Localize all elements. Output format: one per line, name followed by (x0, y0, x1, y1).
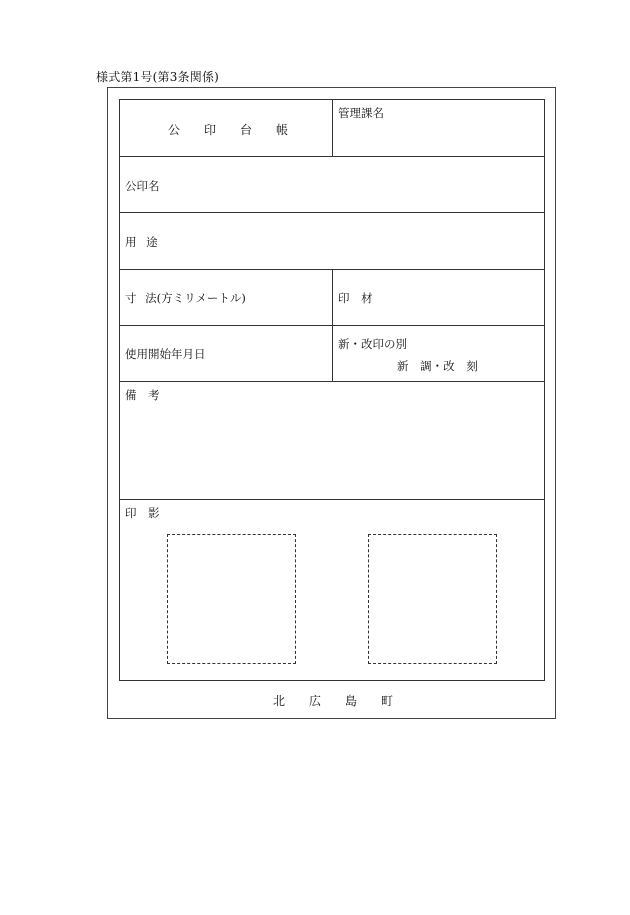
remarks-label: 備 考 (125, 388, 160, 402)
impression-label: 印 影 (125, 506, 160, 520)
title-char: 公 (168, 123, 181, 137)
title-char: 帳 (276, 123, 289, 137)
row-divider (120, 499, 544, 500)
row-divider (120, 156, 544, 157)
town-name-char: 島 (345, 694, 358, 708)
seal-name-label: 公印名 (125, 179, 160, 193)
seal-impression-box (368, 534, 497, 664)
material-label: 印 材 (338, 291, 373, 305)
row-divider (120, 212, 544, 213)
seal-impression-box (167, 534, 296, 664)
form-number: 様式第1号(第3条関係) (96, 70, 220, 84)
purpose-label: 用 途 (125, 235, 158, 249)
town-name-char: 町 (381, 694, 394, 708)
town-name-char: 広 (309, 694, 322, 708)
size-label: 寸 法(方ミリメートル) (125, 291, 246, 305)
row-divider (120, 381, 544, 382)
new-or-revised-value: 新 調・改 刻 (397, 359, 478, 373)
register-title (168, 121, 312, 138)
title-char: 台 (240, 123, 253, 137)
title-char: 印 (204, 123, 217, 137)
managing-section-label: 管理課名 (338, 106, 384, 120)
column-divider (332, 100, 333, 156)
start-date-label: 使用開始年月日 (125, 347, 206, 361)
column-divider (332, 269, 333, 381)
new-or-revised-label: 新・改印の別 (338, 337, 407, 351)
seal-register-table (119, 99, 545, 681)
town-name-char: 北 (273, 694, 286, 708)
town-name (273, 692, 417, 709)
